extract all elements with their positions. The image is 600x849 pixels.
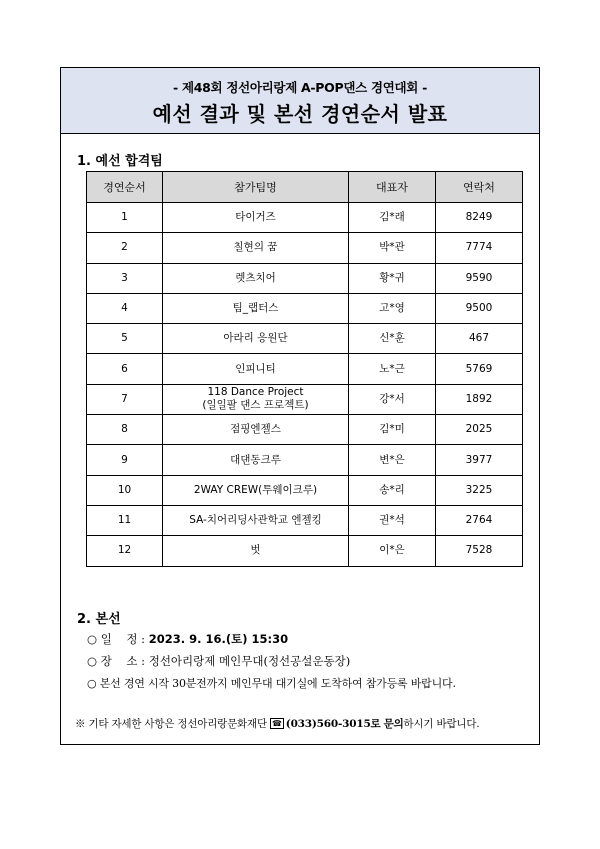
column-header-representative: 대표자 <box>349 172 436 203</box>
table-row <box>87 293 523 323</box>
table-row <box>87 475 523 505</box>
cell-representative: 권*석 <box>349 505 436 535</box>
team-name: 2WAY CREW(투웨이크루) <box>193 483 318 496</box>
cell-representative: 변*은 <box>349 445 436 475</box>
results-table <box>86 171 523 567</box>
cell-team <box>163 233 349 263</box>
cell-contact: 7774 <box>436 233 523 263</box>
team-name: 렛츠치어 <box>235 271 276 284</box>
cell-team <box>163 384 349 414</box>
cell-representative: 이*은 <box>349 536 436 566</box>
cell-team <box>163 536 349 566</box>
cell-contact: 3977 <box>436 445 523 475</box>
cell-order: 2 <box>87 233 163 263</box>
footnote-prefix: ※ 기타 자세한 사항은 정선아리랑문화재단 <box>75 718 267 730</box>
schedule-label: ○ 일 정 : <box>87 632 146 646</box>
cell-order: 12 <box>87 536 163 566</box>
cell-order: 6 <box>87 354 163 384</box>
document-header <box>61 68 539 134</box>
cell-order: 5 <box>87 324 163 354</box>
results-table-body <box>87 203 523 567</box>
cell-team <box>163 203 349 233</box>
cell-representative: 고*영 <box>349 293 436 323</box>
team-name: 아라리 응원단 <box>223 332 288 345</box>
cell-team <box>163 475 349 505</box>
team-name: 타이거즈 <box>235 211 276 224</box>
cell-representative: 노*근 <box>349 354 436 384</box>
cell-contact: 9590 <box>436 263 523 293</box>
phone-icon: ☎ <box>272 719 282 728</box>
cell-contact: 8249 <box>436 203 523 233</box>
table-row <box>87 354 523 384</box>
team-name-secondary: (일일팔 댄스 프로젝트) <box>202 399 309 412</box>
column-header-team: 참가팀명 <box>163 172 349 203</box>
column-header-order: 경연순서 <box>87 172 163 203</box>
cell-order: 4 <box>87 293 163 323</box>
footnote <box>75 716 479 731</box>
cell-contact: 2764 <box>436 505 523 535</box>
cell-contact: 3225 <box>436 475 523 505</box>
event-subtitle: - 제48회 정선아리랑제 A-POP댄스 경연대회 - <box>173 80 427 95</box>
schedule-value: 2023. 9. 16.(토) 15:30 <box>148 632 289 646</box>
table-header-row <box>87 172 523 203</box>
team-name: 인피니티 <box>235 362 276 375</box>
cell-contact: 7528 <box>436 536 523 566</box>
cell-order: 11 <box>87 505 163 535</box>
column-header-contact: 연락처 <box>436 172 523 203</box>
footnote-phone: (033)560-3015로 <box>285 718 381 730</box>
cell-representative: 황*귀 <box>349 263 436 293</box>
team-name: SA-치어리딩사관학교 엔젤킹 <box>189 514 322 527</box>
section1-heading: 1. 예선 합격팀 <box>77 154 163 169</box>
venue-line <box>87 653 350 669</box>
cell-contact: 467 <box>436 324 523 354</box>
document-frame <box>60 67 540 745</box>
cell-representative: 강*서 <box>349 384 436 414</box>
footnote-suffix: 하시기 바랍니다. <box>403 718 480 730</box>
cell-representative: 김*미 <box>349 415 436 445</box>
cell-team <box>163 445 349 475</box>
page-title: 예선 결과 및 본선 경연순서 발표 <box>152 102 448 126</box>
team-name: 118 Dance Project <box>207 386 304 399</box>
registration-notice: ○ 본선 경연 시작 30분전까지 메인무대 대기실에 도착하여 참가등록 바랍니다. <box>87 677 456 690</box>
cell-order: 8 <box>87 415 163 445</box>
table-row <box>87 445 523 475</box>
table-row <box>87 505 523 535</box>
cell-order: 9 <box>87 445 163 475</box>
table-row <box>87 536 523 566</box>
cell-order: 7 <box>87 384 163 414</box>
section2-heading: 2. 본선 <box>77 612 121 627</box>
team-name: 벗 <box>250 544 261 557</box>
table-row <box>87 233 523 263</box>
cell-team <box>163 324 349 354</box>
team-name: 팀_랩터스 <box>232 302 279 315</box>
footnote-inquiry: 문의 <box>383 718 404 730</box>
cell-team <box>163 354 349 384</box>
table-row <box>87 415 523 445</box>
cell-team <box>163 505 349 535</box>
cell-representative: 박*관 <box>349 233 436 263</box>
cell-representative: 김*래 <box>349 203 436 233</box>
cell-contact: 1892 <box>436 384 523 414</box>
cell-order: 1 <box>87 203 163 233</box>
venue-label: ○ 장 소 : <box>87 654 146 668</box>
cell-team <box>163 293 349 323</box>
table-row <box>87 384 523 414</box>
table-row <box>87 263 523 293</box>
cell-order: 3 <box>87 263 163 293</box>
team-name: 칠현의 꿈 <box>233 241 278 254</box>
cell-representative: 송*리 <box>349 475 436 505</box>
schedule-line <box>87 631 288 647</box>
venue-value: 정선아리랑제 메인무대(정선공설운동장) <box>148 654 351 668</box>
cell-team <box>163 415 349 445</box>
team-name: 점핑엔젤스 <box>230 423 281 436</box>
cell-contact: 9500 <box>436 293 523 323</box>
cell-order: 10 <box>87 475 163 505</box>
cell-contact: 5769 <box>436 354 523 384</box>
table-row <box>87 203 523 233</box>
cell-contact: 2025 <box>436 415 523 445</box>
cell-representative: 신*훈 <box>349 324 436 354</box>
table-row <box>87 324 523 354</box>
cell-team <box>163 263 349 293</box>
team-name: 대댄동크루 <box>230 453 281 466</box>
